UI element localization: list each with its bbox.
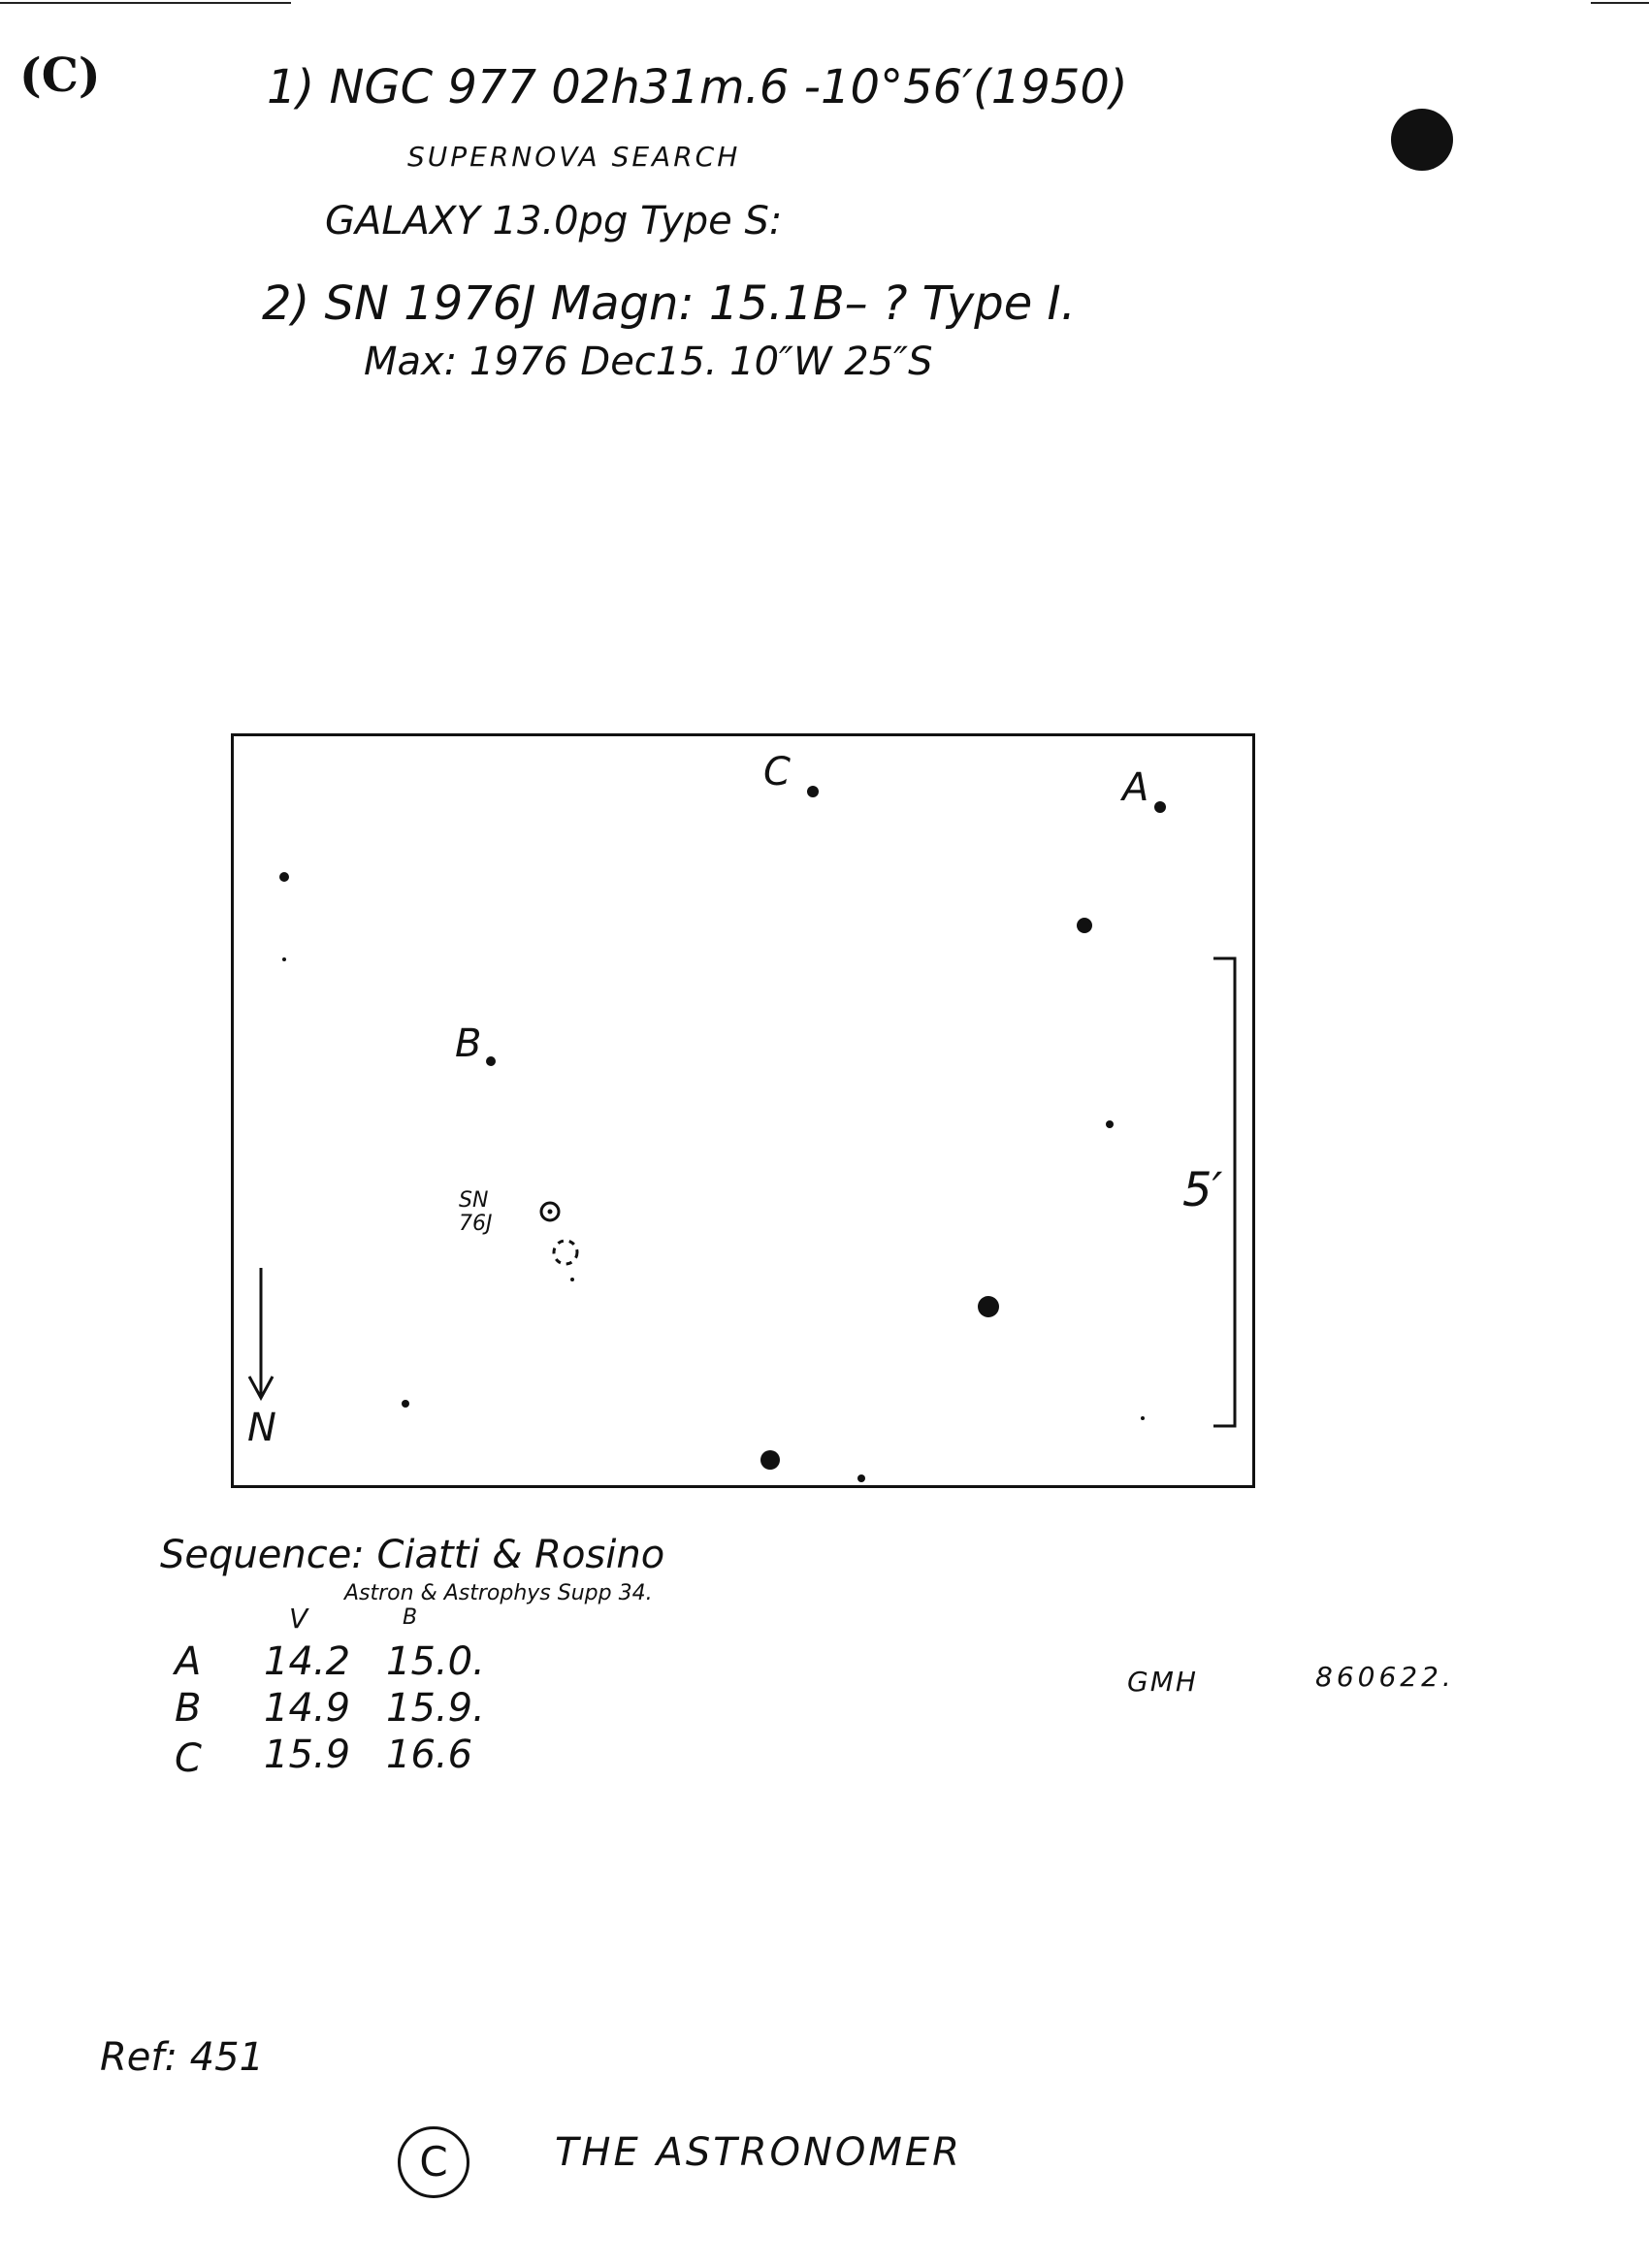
- galaxy-nucleus: [554, 1241, 577, 1264]
- star-c: [807, 786, 819, 797]
- label-star-b: B: [455, 1021, 482, 1066]
- sequence-col-v: V: [289, 1603, 308, 1635]
- label-north: N: [247, 1406, 276, 1450]
- sequence-row-b-b: 15.9.: [386, 1686, 485, 1731]
- label-star-c: C: [763, 750, 791, 794]
- scan-edge-line-left: [0, 2, 291, 4]
- sequence-row-b-v: 14.9: [264, 1686, 351, 1731]
- scan-edge-line-right: [1591, 2, 1649, 4]
- supernova-center: [548, 1210, 553, 1215]
- star-bright-3: [760, 1450, 780, 1470]
- star-bright-1: [1077, 918, 1092, 933]
- sequence-row-a-star: A: [175, 1639, 202, 1684]
- star-faint-1: [282, 957, 286, 961]
- label-scale: 5′: [1182, 1163, 1223, 1217]
- sequence-row-c-b: 16.6: [386, 1733, 473, 1777]
- header-line-4: 2) SN 1976J Magn: 15.1B– ? Type I.: [262, 276, 1076, 331]
- observer-initials: GMH: [1127, 1666, 1198, 1698]
- label-sn-line1: SN: [459, 1188, 489, 1213]
- star-small-3: [402, 1400, 409, 1408]
- sequence-row-c-v: 15.9: [264, 1733, 351, 1777]
- observation-date: 860622.: [1315, 1661, 1455, 1693]
- corner-mark: (C): [19, 49, 101, 103]
- label-star-a: A: [1122, 765, 1149, 810]
- sequence-row-c-star: C: [175, 1736, 202, 1781]
- reference-number: Ref: 451: [100, 2035, 265, 2080]
- sequence-row-a-v: 14.2: [264, 1639, 351, 1684]
- header-line-3: GALAXY 13.0pg Type S:: [325, 199, 783, 243]
- star-bright-2: [978, 1296, 999, 1317]
- finder-chart-svg: [234, 736, 1252, 1485]
- star-faint-2: [1141, 1416, 1145, 1420]
- star-small-2: [1106, 1120, 1114, 1128]
- punch-hole-dot: [1391, 109, 1453, 171]
- star-small-4: [857, 1474, 865, 1482]
- galaxy-faint-dot: [570, 1278, 574, 1281]
- star-a: [1154, 801, 1166, 813]
- publisher-name: THE ASTRONOMER: [555, 2130, 962, 2175]
- sequence-title: Sequence: Ciatti & Rosino: [160, 1533, 665, 1577]
- star-small-1: [279, 872, 289, 882]
- copyright-mark: C: [398, 2126, 469, 2198]
- header-line-5: Max: 1976 Dec15. 10″W 25″S: [364, 340, 933, 384]
- header-line-2: SUPERNOVA SEARCH: [407, 141, 741, 173]
- sequence-reference: Astron & Astrophys Supp 34.: [344, 1581, 653, 1605]
- sequence-col-b: B: [403, 1605, 418, 1630]
- finder-chart-frame: [231, 733, 1255, 1488]
- header-line-1: 1) NGC 977 02h31m.6 -10°56′(1950): [267, 60, 1128, 114]
- label-sn-line2: 76J: [459, 1212, 493, 1236]
- sequence-row-b-star: B: [175, 1686, 202, 1731]
- sequence-row-a-b: 15.0.: [386, 1639, 485, 1684]
- star-b: [486, 1056, 496, 1066]
